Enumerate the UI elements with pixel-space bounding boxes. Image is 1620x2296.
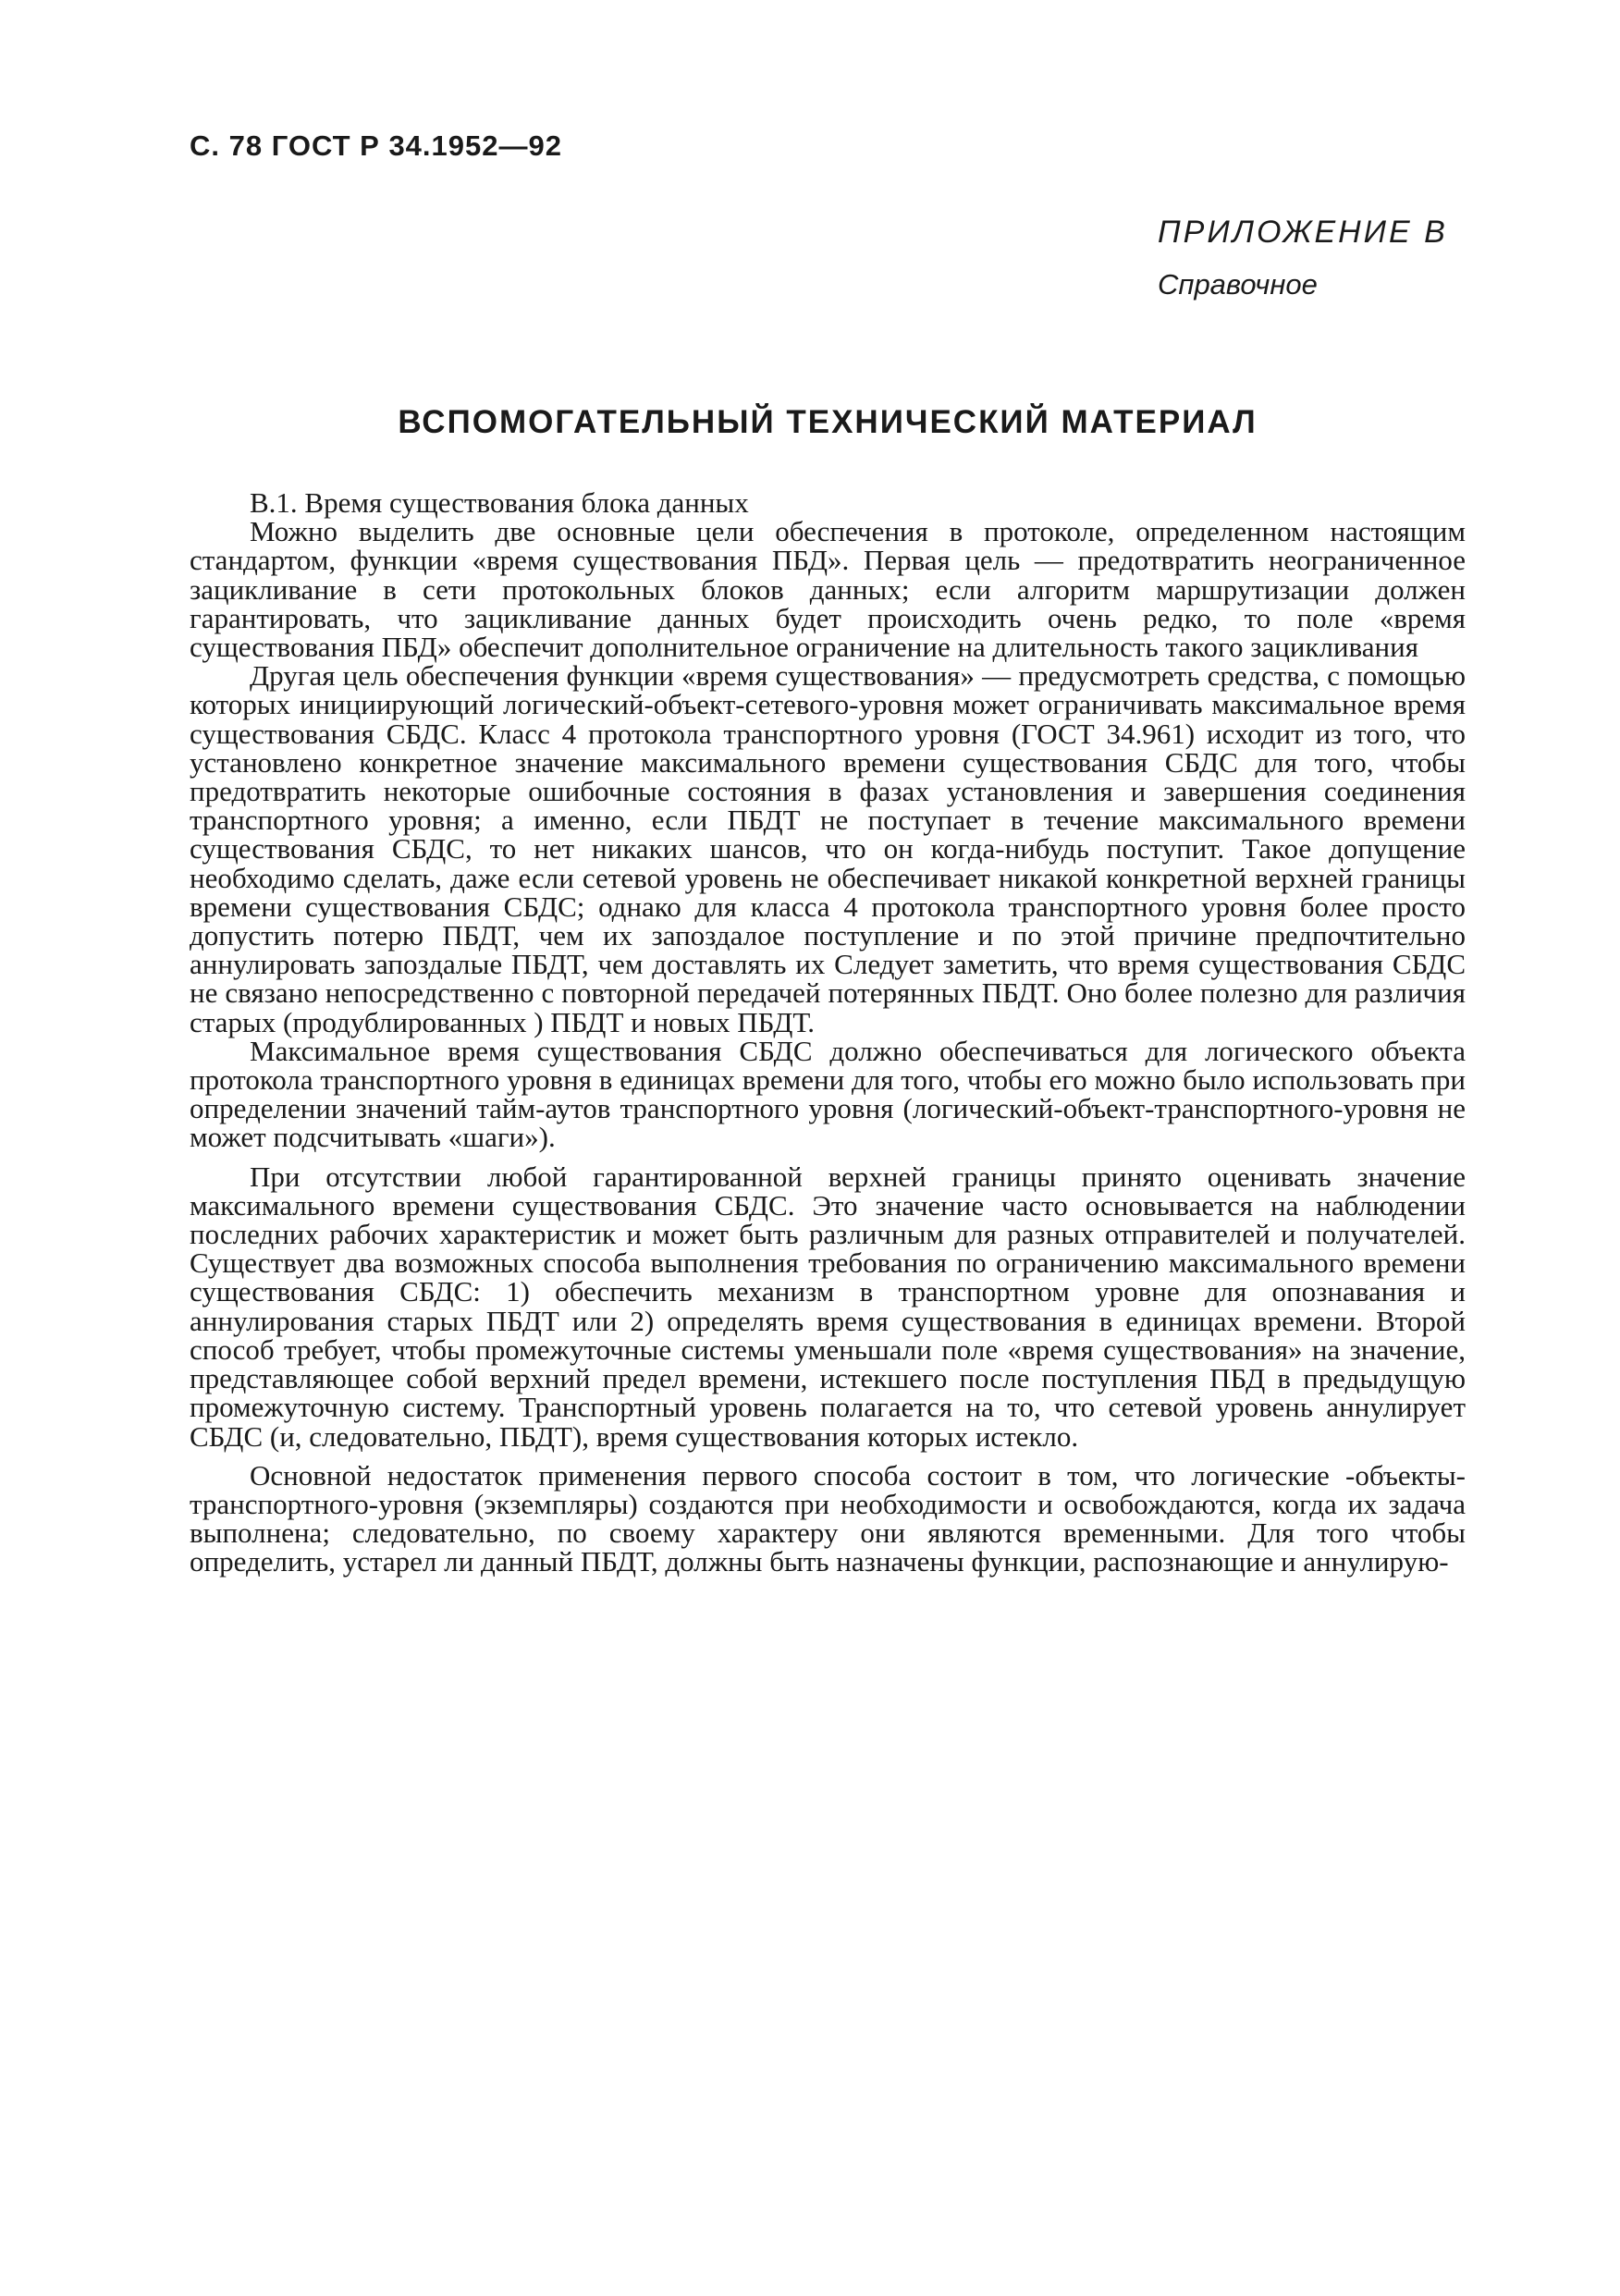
document-title: ВСПОМОГАТЕЛЬНЫЙ ТЕХНИЧЕСКИЙ МАТЕРИАЛ [398, 404, 1258, 440]
paragraph-4: При отсутствии любой гарантированной верхней границы принято оценивать значение максимального времени существования СБДС. Это значение часто основывается на наблюдении последних рабочих характеристик и может быть различным для разных отправителей и получателей. Существует два возможных способа выполнения требования по ограничению максимального времени существования СБДС: 1) обеспечить механизм в транспортном уровне для опознавания и аннулирования старых ПБДТ или 2) определять время существования в единицах времени. Второй способ требует, чтобы промежуточные системы уменьшали поле «время существования» на значение, представляющее собой верхний предел времени, истекшего после поступления ПБД в предыдущую промежуточную систему. Транспортный уровень полагается на то, что сетевой уровень аннулирует СБДС (и, следовательно, ПБДТ), время существования которых истекло. [190, 1160, 1466, 1453]
paragraph-1: Можно выделить две основные цели обеспечения в протоколе, определенном настоящим стандартом, функции «время существования ПБД». Первая цель — предотвратить неограниченное зацикливание в сети протокольных блоков данных; если алгоритм маршрутизации должен гарантировать, что зацикливание данных будет происходить очень редко, то поле «время существования ПБД» обеспечит дополнительное ограничение на длительность такого зацикливания [190, 515, 1466, 664]
body-text [190, 488, 1466, 1577]
paragraph-2: Другая цель обеспечения функции «время существования» — предусмотреть средства, с помощью которых инициирующий логический-объект-сетевого-уровня может ограничивать максимальное время существования СБДС. Класс 4 протокола транспортного уровня (ГОСТ 34.961) исходит из того, что установлено конкретное значение максимального времени существования СБДС для того, чтобы предотвратить некоторые ошибочные состояния в фазах установления и завершения соединения транспортного уровня; а именно, если ПБДТ не поступает в течение максимального времени существования СБДС, то нет никаких шансов, что он когда-нибудь поступит. Такое допущение необходимо сделать, даже если сетевой уровень не обеспечивает никакой конкретной верхней границы времени существования СБДС; однако для класса 4 протокола транспортного уровня более просто допустить потерю ПБДТ, чем их запоздалое поступление и по этой причине предпочтительно аннулировать запоздалые ПБДТ, чем доставлять их Следует заметить, что время существования СБДС не связано непосредственно с повторной передачей потерянных ПБДТ. Оно более полезно для различия старых (продублированных ) ПБДТ и новых ПБДТ. [190, 659, 1466, 1038]
appendix-kind: Справочное [1158, 268, 1318, 301]
appendix-title: ПРИЛОЖЕНИЕ В [1158, 215, 1448, 250]
section-heading: В.1. Время существования блока данных [250, 486, 749, 519]
paragraph-5: Основной недостаток применения первого способа состоит в том, что логические -объекты-транспортного-уровня (экземпляры) создаются при необходимости и освобождаются, когда их задача выполнена; следовательно, по своему характеру они являются временными. Для того чтобы определить, устарел ли данный ПБДТ, должны быть назначены функции, распознающие и аннулирую- [190, 1458, 1466, 1578]
paragraph-3: Максимальное время существования СБДС должно обеспечиваться для логического объекта протокола транспортного уровня в единицах времени для того, чтобы его можно было использовать при определении значений тайм-аутов транспортного уровня (логический-объект-транспортного-уровня не может подсчитывать «шаги»). [190, 1034, 1466, 1154]
running-head: С. 78 ГОСТ Р 34.1952—92 [190, 129, 562, 162]
